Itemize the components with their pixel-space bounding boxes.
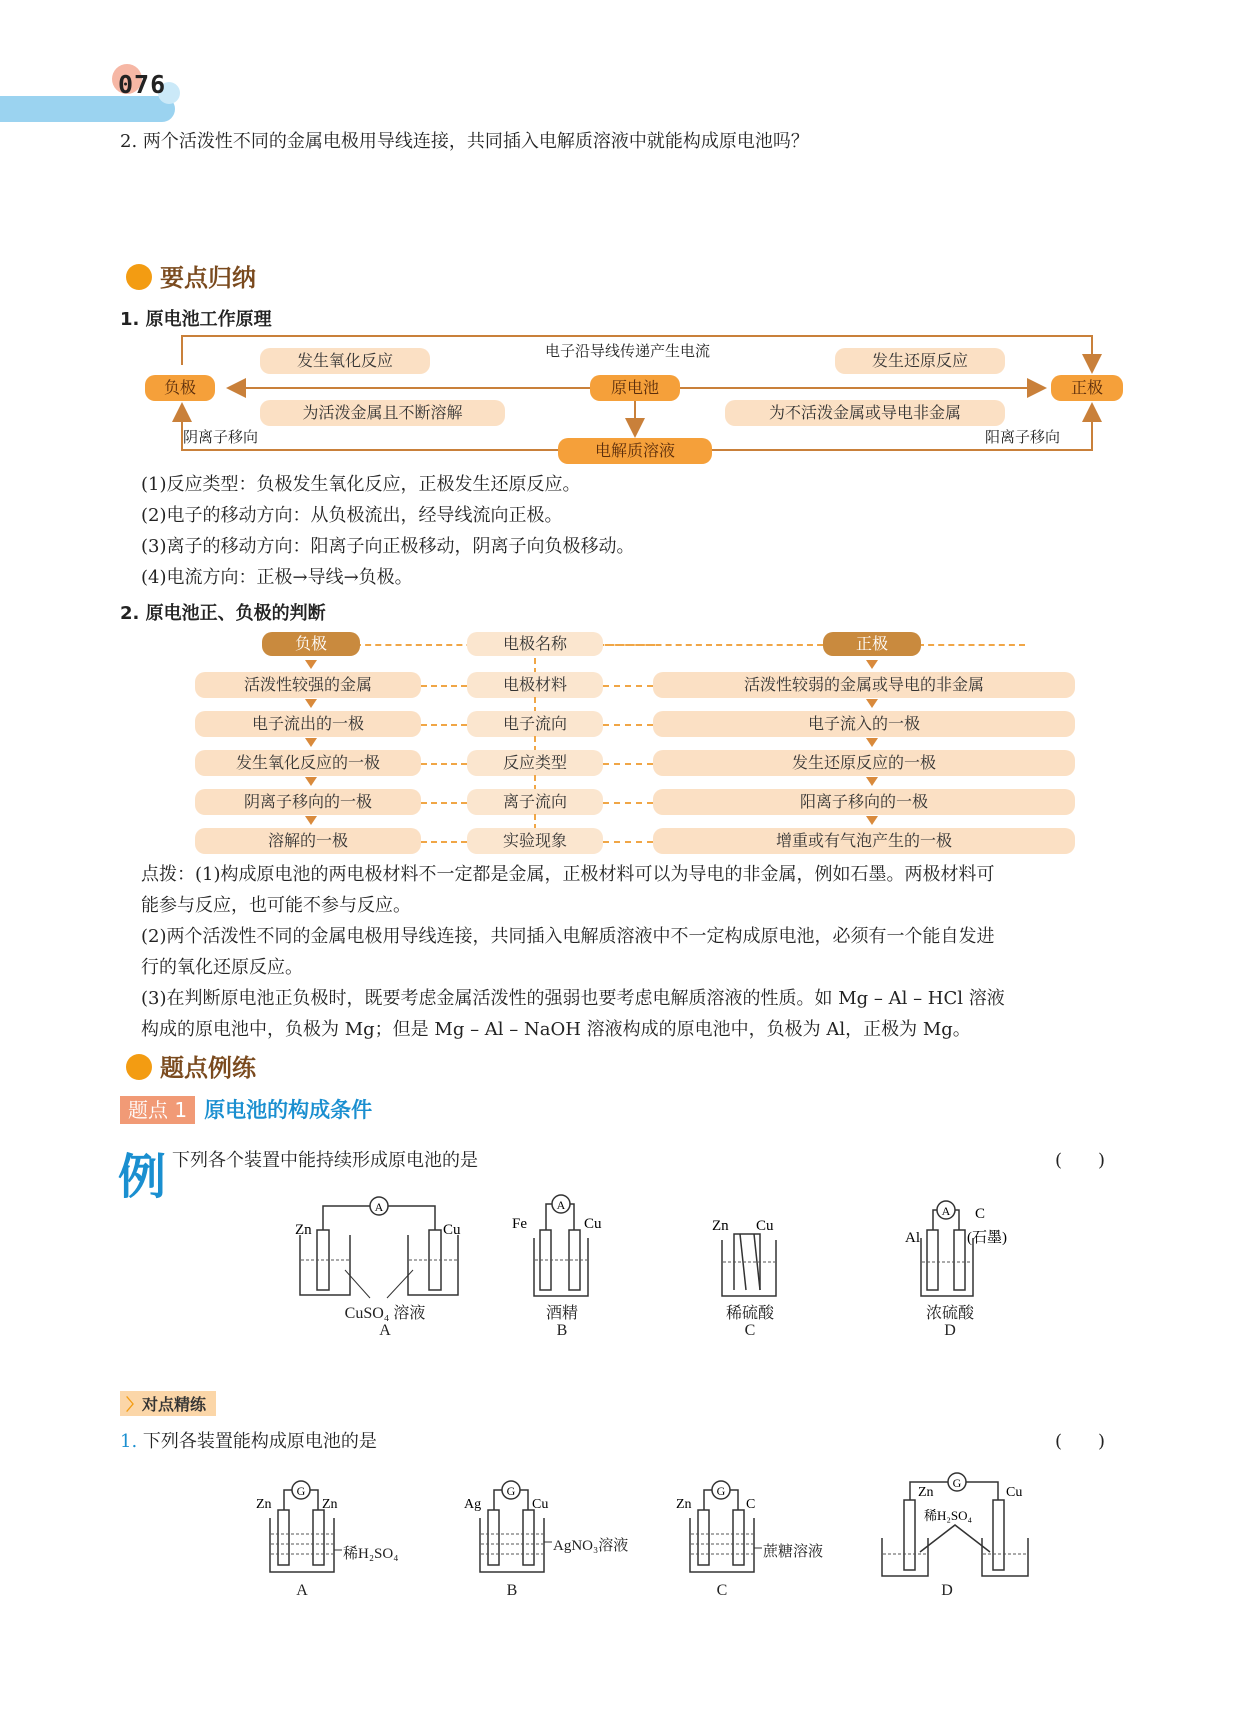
arrow-down-icon: [866, 699, 878, 708]
arrow-down-icon: [305, 777, 317, 786]
subheading-principle: 1. 原电池工作原理: [120, 309, 272, 330]
meter-label: A: [556, 1198, 566, 1212]
example-answer-blank: ( ): [1055, 1150, 1106, 1171]
chevron-right-icon: 〉: [126, 1395, 143, 1414]
arrow-down-icon: [866, 816, 878, 825]
tip-line-2: 能参与反应，也可能不参与反应。: [141, 895, 411, 916]
section-examples-title: 题点例练: [160, 1054, 256, 1082]
practice-b-solution: AgNO₃溶液: [553, 1538, 629, 1554]
judgment-diagram: [195, 630, 1075, 852]
row-dash-left: [421, 685, 467, 687]
positive-criterion: 发生还原反应的一极: [653, 750, 1075, 776]
left-electrode-label: Zn: [676, 1497, 692, 1512]
practice-figure-a: [250, 1470, 390, 1580]
right-electrode-label: Cu: [756, 1218, 774, 1234]
point-3: (3)离子的移动方向：阳离子向正极移动，阴离子向负极移动。: [141, 536, 635, 557]
practice-tag: [120, 1391, 216, 1416]
practice-figure-b: [460, 1470, 600, 1580]
criterion-label: 反应类型: [467, 750, 603, 776]
practice-question: [120, 1426, 377, 1457]
arrow-down-icon: [305, 699, 317, 708]
positive-header: 正极: [823, 632, 921, 656]
arrow-down-icon: [866, 660, 878, 669]
example-d-letter: D: [944, 1322, 956, 1339]
negative-criterion: 溶解的一极: [195, 828, 421, 854]
question-2: 2. 两个活泼性不同的金属电极用导线连接，共同插入电解质溶液中就能构成原电池吗？: [120, 131, 809, 152]
example-c-solution: 稀硫酸: [725, 1305, 774, 1322]
tip-line-6: 构成的原电池中，负极为 Mg；但是 Mg – Al – NaOH 溶液构成的原电池中，负极为 Al，正极为 Mg。: [141, 1019, 971, 1040]
left-electrode-label: Zn: [712, 1218, 729, 1234]
anion-move-label: 阴离子移向: [183, 428, 259, 446]
section-summary-heading: [126, 258, 256, 293]
row-dash-right: [603, 763, 653, 765]
practice-figure-c: [670, 1470, 810, 1580]
example-a-letter: A: [379, 1322, 391, 1339]
section-summary-title: 要点归纳: [160, 264, 256, 292]
practice-answer-blank: ( ): [1055, 1431, 1106, 1452]
practice-b-letter: B: [506, 1582, 518, 1599]
criterion-label: 离子流向: [467, 789, 603, 815]
arrow-down-icon: [305, 660, 317, 669]
principle-diagram: [145, 332, 1125, 460]
electrolyte-box: 电解质溶液: [558, 438, 712, 464]
row-dash-right: [603, 802, 653, 804]
arrow-down-icon: [866, 738, 878, 747]
meter-label: G: [296, 1484, 306, 1498]
left-electrode-label: Ag: [464, 1497, 482, 1512]
negative-header: 负极: [262, 632, 360, 656]
negative-criterion: 阴离子移向的一极: [195, 789, 421, 815]
electrode-name-header: 电极名称: [467, 632, 603, 656]
right-electrode-label: Cu: [532, 1497, 549, 1512]
right-electrode-label: Cu: [584, 1216, 602, 1232]
topic-title: 原电池的构成条件: [204, 1098, 373, 1122]
left-electrode-label: Zn: [918, 1485, 934, 1500]
tip-line-3: (2)两个活泼性不同的金属电极用导线连接，共同插入电解质溶液中不一定构成原电池，必须有一个能自发进: [141, 926, 995, 947]
positive-material-label: 为不活泼金属或导电非金属: [725, 400, 1005, 426]
example-d-solution: 浓硫酸: [925, 1305, 974, 1322]
example-question: 下列各个装置中能持续形成原电池的是: [172, 1150, 478, 1171]
topic-heading: [120, 1094, 372, 1124]
subheading-judgment: 2. 原电池正、负极的判断: [120, 603, 326, 624]
example-mark: 例: [118, 1149, 167, 1205]
page-tab: [0, 96, 175, 122]
meter-label: G: [716, 1484, 726, 1498]
page-number: 076: [118, 70, 167, 99]
right-electrode-label: C: [975, 1206, 986, 1222]
positive-criterion: 增重或有气泡产生的一极: [653, 828, 1075, 854]
positive-criterion: 阳离子移向的一极: [653, 789, 1075, 815]
row-dash-left: [421, 763, 467, 765]
practice-c-solution: 蔗糖溶液: [763, 1544, 824, 1560]
right-electrode-label: Cu: [1006, 1485, 1023, 1500]
galvanic-cell-box: 原电池: [590, 375, 680, 401]
cation-move-label: 阳离子移向: [985, 428, 1061, 446]
meter-label: A: [374, 1200, 384, 1214]
meter-label: G: [952, 1476, 962, 1490]
practice-a-solution: 稀H₂SO₄: [343, 1546, 399, 1562]
practice-d-letter: D: [941, 1582, 953, 1599]
point-1: (1)反应类型：负极发生氧化反应，正极发生还原反应。: [141, 474, 581, 495]
arrow-down-icon: [305, 738, 317, 747]
example-c-letter: C: [744, 1322, 756, 1339]
right-electrode-label: C: [746, 1497, 756, 1512]
practice-figure-d: [870, 1460, 1050, 1580]
topic-tag: 题点 1: [120, 1096, 195, 1124]
row-dash-left: [421, 841, 467, 843]
example-b-letter: B: [556, 1322, 568, 1339]
practice-number: 1.: [120, 1431, 138, 1452]
practice-question-text: 下列各装置能构成原电池的是: [142, 1431, 377, 1452]
negative-oxidation-label: 发生氧化反应: [260, 348, 430, 374]
header-dash-right: [605, 644, 1025, 646]
left-electrode-label: Al: [905, 1230, 920, 1246]
practice-tag-label: 对点精练: [142, 1395, 207, 1414]
row-dash-left: [421, 802, 467, 804]
positive-reduction-label: 发生还原反应: [835, 348, 1005, 374]
point-4: (4)电流方向：正极→导线→负极。: [141, 567, 413, 588]
criterion-label: 电子流向: [467, 711, 603, 737]
left-electrode-label: Zn: [295, 1222, 312, 1238]
row-dash-right: [603, 724, 653, 726]
practice-c-letter: C: [716, 1582, 728, 1599]
electron-flow-label: 电子沿导线传递产生电流: [545, 342, 711, 360]
left-electrode-label: Zn: [256, 1497, 272, 1512]
arrow-down-icon: [866, 777, 878, 786]
positive-criterion: 电子流入的一极: [653, 711, 1075, 737]
right-electrode-label: Cu: [443, 1222, 461, 1238]
orange-dot-icon: [126, 264, 152, 290]
meter-label: A: [941, 1204, 951, 1218]
example-figures: [280, 1190, 1140, 1365]
orange-dot-icon: [126, 1054, 152, 1080]
positive-criterion: 活泼性较弱的金属或导电的非金属: [653, 672, 1075, 698]
meter-label: G: [506, 1484, 516, 1498]
row-dash-right: [603, 841, 653, 843]
positive-electrode-box: 正极: [1051, 375, 1123, 401]
row-dash-left: [421, 724, 467, 726]
beaker: [722, 1240, 776, 1296]
graphite-note: (石墨): [967, 1230, 1007, 1246]
tip-line-5: (3)在判断原电池正负极时，既要考虑金属活泼性的强弱也要考虑电解质溶液的性质。如 Mg – Al – HCl 溶液: [141, 988, 1005, 1009]
point-2: (2)电子的移动方向：从负极流出，经导线流向正极。: [141, 505, 563, 526]
negative-dissolve-label: 为活泼金属且不断溶解: [260, 400, 505, 426]
negative-electrode-box: 负极: [145, 375, 215, 401]
criterion-label: 实验现象: [467, 828, 603, 854]
row-dash-right: [603, 685, 653, 687]
left-electrode-label: Fe: [512, 1216, 527, 1232]
negative-criterion: 活泼性较强的金属: [195, 672, 421, 698]
negative-criterion: 电子流出的一极: [195, 711, 421, 737]
example-b-solution: 酒精: [545, 1305, 578, 1322]
right-electrode-label: Zn: [322, 1497, 338, 1512]
practice-a-letter: A: [296, 1582, 308, 1599]
practice-figures: [250, 1470, 1110, 1620]
tip-line-4: 行的氧化还原反应。: [141, 957, 303, 978]
section-examples-heading: [126, 1048, 256, 1083]
example-a-solution: CuSO₄ 溶液: [344, 1305, 426, 1322]
solution-label: 稀H₂SO₄: [924, 1508, 973, 1523]
negative-criterion: 发生氧化反应的一极: [195, 750, 421, 776]
tip-line-1: 点拨：(1)构成原电池的两电极材料不一定都是金属，正极材料可以为导电的非金属，例如石墨。两极材料可: [141, 864, 995, 885]
arrow-down-icon: [305, 816, 317, 825]
criterion-label: 电极材料: [467, 672, 603, 698]
